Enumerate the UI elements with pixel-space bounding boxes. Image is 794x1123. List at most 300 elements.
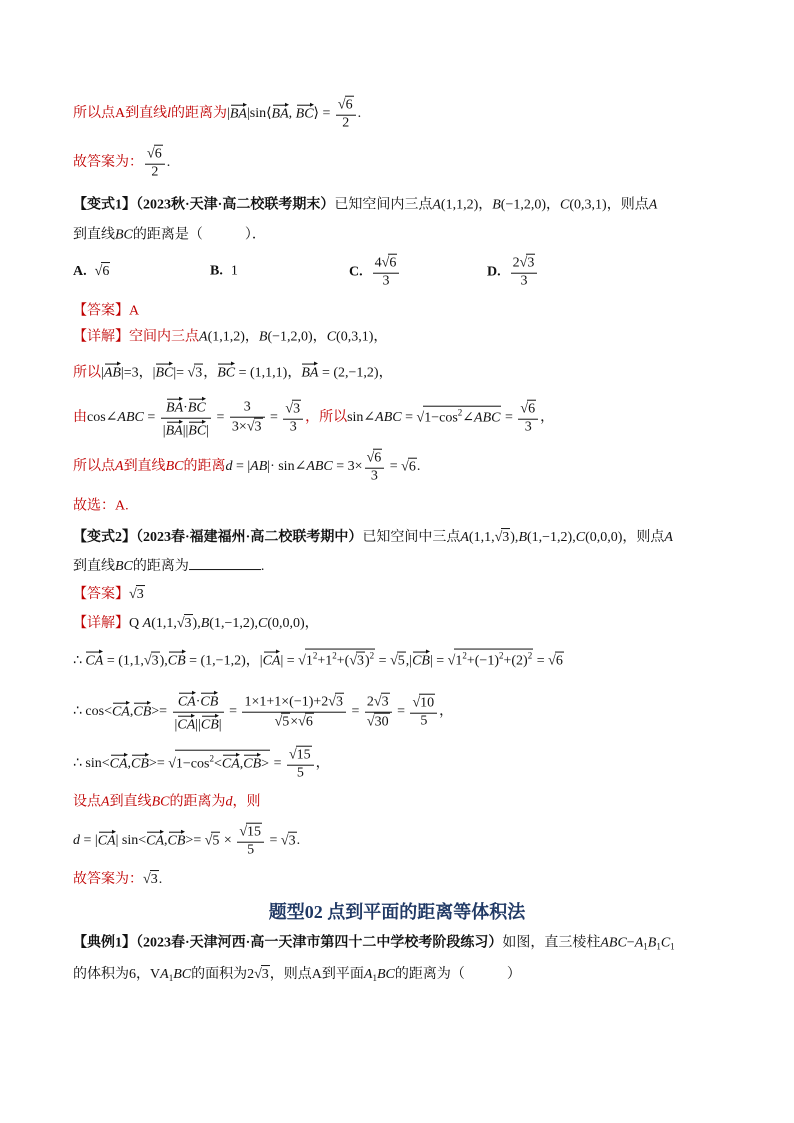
math-variable: BA xyxy=(166,400,184,416)
text-run: 3 xyxy=(381,694,389,710)
math-variable: CB xyxy=(200,717,219,733)
vector xyxy=(104,361,121,382)
vector xyxy=(230,101,247,122)
text-run: 2 xyxy=(151,164,159,180)
text-run: 1×1+1×(−1)+2 xyxy=(244,694,329,710)
text-run: >= xyxy=(185,833,205,849)
text-run: , xyxy=(129,704,134,720)
math-variable: A xyxy=(142,616,152,632)
radicand xyxy=(374,713,390,731)
math-variable: A xyxy=(634,935,644,951)
fraction-denominator xyxy=(287,765,314,783)
math-variable: C xyxy=(326,329,337,345)
text-run: 3 xyxy=(370,468,378,484)
fraction-denominator xyxy=(365,712,392,732)
radical-sign: √ xyxy=(143,653,152,669)
text-run: 故选：A. xyxy=(73,498,129,514)
text-run: (0,3,1)，则点 xyxy=(569,197,649,213)
square-root xyxy=(254,965,270,985)
text-run: 【答案】A xyxy=(73,303,140,319)
radical-sign: √ xyxy=(494,530,503,546)
text-run: (0,0,0)，则点 xyxy=(585,530,665,546)
math-variable: CA xyxy=(146,833,165,849)
variant-1-question-line xyxy=(73,197,657,216)
text-run: · xyxy=(195,694,201,710)
text-run: 3 xyxy=(151,653,159,669)
radical-sign: √ xyxy=(187,365,196,381)
fraction xyxy=(365,693,392,732)
math-variable: B xyxy=(647,935,657,951)
variant-1-option-a xyxy=(73,262,110,282)
vector xyxy=(412,649,430,670)
math-variable: A xyxy=(363,967,373,983)
text-run: 1 xyxy=(643,941,648,952)
text-run: 3 xyxy=(150,872,158,888)
text-run: 【变式2】 xyxy=(73,530,136,546)
text-run: 如图，直三棱柱 xyxy=(502,935,601,951)
vector xyxy=(131,751,149,772)
variant-1-option-b xyxy=(210,263,238,282)
text-run: = xyxy=(501,410,517,426)
square-root xyxy=(328,693,344,712)
example-1-question-line xyxy=(73,965,521,985)
radicand xyxy=(292,400,301,418)
fraction xyxy=(230,400,265,437)
previous-answer-line xyxy=(73,145,170,182)
text-run: 2 xyxy=(498,650,504,661)
fraction-numerator xyxy=(511,254,538,273)
radical-sign: √ xyxy=(288,747,297,763)
variant-2-solution-step xyxy=(73,746,330,783)
text-run: | xyxy=(259,653,263,669)
text-run: = xyxy=(143,410,159,426)
text-run: 3 xyxy=(136,587,144,603)
text-run: (1,−1,2), xyxy=(209,616,259,632)
vector xyxy=(188,419,206,440)
text-run: . xyxy=(158,872,163,888)
text-run: × xyxy=(290,714,299,730)
radicand xyxy=(151,652,160,670)
vector xyxy=(217,361,235,382)
text-run: 【典例1】 xyxy=(73,935,136,951)
text-run: (−1,2,0)， xyxy=(500,197,561,213)
radicand xyxy=(184,614,193,632)
text-run: ， xyxy=(540,410,555,426)
text-run: 15 xyxy=(247,824,261,840)
math-variable: BC xyxy=(173,967,192,983)
radicand xyxy=(136,585,145,603)
radical-sign: √ xyxy=(298,714,306,730)
radicand xyxy=(150,870,159,888)
math-variable: CA xyxy=(109,756,128,772)
text-run: || xyxy=(182,423,189,439)
variant-2-solution-step xyxy=(73,794,260,813)
variant-2-answer xyxy=(73,585,145,605)
math-variable: ABC xyxy=(600,935,627,951)
math-variable: BC xyxy=(188,423,207,439)
text-run: 2 xyxy=(366,694,374,710)
text-run: 3 xyxy=(502,530,510,546)
text-run: , xyxy=(239,756,244,772)
radical-sign: √ xyxy=(298,653,306,669)
text-run: 6 xyxy=(305,714,313,730)
math-variable: A xyxy=(199,329,208,345)
fraction-denominator xyxy=(242,712,346,732)
text-run: ), xyxy=(159,653,168,669)
text-run: sin∠ xyxy=(347,410,376,426)
math-variable: CA xyxy=(177,717,196,733)
radicand xyxy=(175,749,270,772)
square-root xyxy=(417,405,502,428)
text-run: 5 xyxy=(397,653,405,669)
text-run: ⟨ xyxy=(266,106,272,122)
variant-1-option-c xyxy=(349,254,401,291)
vector xyxy=(168,649,186,670)
text-run: +( xyxy=(336,653,350,669)
variant-2-final-answer xyxy=(73,870,162,890)
text-run: = xyxy=(270,756,285,772)
text-run: 5 xyxy=(212,833,220,849)
radicand xyxy=(194,364,203,382)
text-run: 空间内三点 xyxy=(129,329,199,345)
text-run: 已知空间中三点 xyxy=(362,530,461,546)
vector xyxy=(296,101,314,122)
math-variable: BC xyxy=(115,227,133,243)
text-run: 3× xyxy=(231,419,247,435)
math-variable: CA xyxy=(177,694,196,710)
text-run: （2023春·福建福州·高二校联考期中） xyxy=(136,530,363,546)
text-run: 1 xyxy=(455,653,463,669)
fraction xyxy=(518,400,538,437)
vector xyxy=(112,699,130,720)
text-run: 15 xyxy=(296,747,311,763)
text-run: = 3× xyxy=(332,459,363,475)
text-run: , xyxy=(164,833,168,849)
math-variable: CB xyxy=(131,756,149,772)
vector xyxy=(166,419,183,440)
text-run: = (1,1, xyxy=(103,653,144,669)
radicand xyxy=(345,96,354,114)
text-run: A. xyxy=(73,264,87,280)
radicand xyxy=(381,693,390,711)
fraction-denominator xyxy=(336,115,356,133)
text-run: 【详解】 xyxy=(73,329,129,345)
text-run: ∠ xyxy=(462,410,475,426)
text-run: 的距离为 xyxy=(132,559,189,575)
text-run: 2 xyxy=(369,650,375,661)
radical-sign: √ xyxy=(168,756,176,772)
text-run: 3 xyxy=(288,833,296,849)
text-run: >= xyxy=(151,704,171,720)
variant-1-solution-step xyxy=(73,329,387,348)
fraction-numerator xyxy=(145,145,165,164)
previous-distance-conclusion xyxy=(73,96,361,133)
fraction-denominator xyxy=(511,273,538,291)
variant-2-solution-step xyxy=(73,690,453,735)
text-run: 的距离为 xyxy=(169,794,226,810)
text-run: = | xyxy=(232,459,251,475)
math-variable: ABC xyxy=(474,410,501,426)
fraction xyxy=(242,693,346,732)
section-title: 题型02 点到平面的距离等体积法 xyxy=(268,902,526,922)
fraction-numerator xyxy=(173,690,224,712)
text-run: 设点 xyxy=(73,794,101,810)
math-variable: B xyxy=(492,197,501,213)
text-run: 到直线 xyxy=(73,227,115,243)
text-run: |sin xyxy=(246,106,267,122)
fraction-numerator xyxy=(242,693,346,712)
math-variable: A xyxy=(160,967,169,983)
vector xyxy=(222,751,240,772)
fraction-numerator xyxy=(283,400,303,419)
square-root xyxy=(382,254,398,273)
text-run: 故答案为： xyxy=(73,155,143,171)
square-root xyxy=(177,614,193,634)
math-variable: d xyxy=(225,459,233,475)
text-run: ), xyxy=(510,530,519,546)
text-run: 1 xyxy=(372,973,377,984)
text-run: = xyxy=(401,410,417,426)
math-variable: CB xyxy=(133,704,152,720)
text-run: 3 xyxy=(520,273,528,289)
vector xyxy=(174,713,196,734)
text-run: = (2,−1,2)， xyxy=(318,365,393,381)
fraction-numerator xyxy=(410,694,437,713)
square-root xyxy=(390,652,406,672)
text-run: 6 xyxy=(389,255,397,271)
math-variable: A xyxy=(664,530,673,546)
text-run: 6 xyxy=(374,450,382,466)
fraction xyxy=(511,254,538,291)
square-root xyxy=(289,746,312,765)
math-variable: B xyxy=(518,530,527,546)
text-run: 所以 xyxy=(73,365,101,381)
radicand xyxy=(246,823,262,841)
variant-2-solution-step xyxy=(73,823,300,860)
math-variable: C xyxy=(258,616,268,632)
text-run: , xyxy=(405,653,410,669)
fraction-denominator xyxy=(145,164,165,182)
text-run: 由 xyxy=(73,410,87,426)
text-run: 3 xyxy=(357,653,364,669)
fraction xyxy=(287,746,314,783)
radical-sign: √ xyxy=(366,450,375,466)
text-run: 3 xyxy=(335,694,343,710)
math-variable: ABC xyxy=(117,410,144,426)
square-root xyxy=(448,649,534,672)
text-run: cos∠ xyxy=(87,410,118,426)
text-run: 3 xyxy=(184,616,192,632)
fraction-denominator xyxy=(283,419,303,437)
text-run: Q xyxy=(129,616,143,632)
vector xyxy=(110,751,128,772)
text-run: 3 xyxy=(243,399,251,415)
radical-sign: √ xyxy=(412,695,421,711)
square-root xyxy=(367,713,390,732)
radical-sign: √ xyxy=(204,833,213,849)
math-variable: A xyxy=(115,459,124,475)
fraction-numerator xyxy=(518,400,538,419)
text-run: 6 xyxy=(528,401,536,417)
text-run: 3 xyxy=(195,365,203,381)
fraction-numerator xyxy=(365,449,385,468)
text-run: (1,1, xyxy=(468,530,495,546)
variant-2-solution-step xyxy=(73,649,564,672)
math-variable: C xyxy=(575,530,586,546)
radicand xyxy=(305,649,375,670)
text-run: （2023秋·天津·高二校联考期末） xyxy=(136,197,335,213)
math-variable: CB xyxy=(200,694,219,710)
text-run: +(−1) xyxy=(466,653,499,669)
math-variable: CA xyxy=(111,704,130,720)
square-root xyxy=(143,870,159,890)
text-run: C. xyxy=(349,264,363,280)
radicand xyxy=(281,713,290,731)
text-run: 3 xyxy=(382,273,390,289)
square-root xyxy=(285,400,301,419)
radicand xyxy=(423,405,501,426)
text-run: ⟩ xyxy=(313,106,320,122)
superscript xyxy=(528,651,533,661)
square-root xyxy=(298,649,375,672)
square-root xyxy=(520,400,536,419)
radical-sign: √ xyxy=(274,714,283,730)
math-variable: CA xyxy=(221,756,240,772)
math-variable: ABC xyxy=(306,459,333,475)
example-1-question-line xyxy=(73,935,675,954)
vector xyxy=(85,649,103,670)
fraction xyxy=(173,690,224,735)
radical-sign: √ xyxy=(147,146,155,162)
variant-1-option-d xyxy=(487,254,539,291)
variant-1-question-line xyxy=(73,227,266,246)
text-run: |=3， xyxy=(120,365,153,381)
fraction-denominator xyxy=(410,713,437,731)
radical-sign: √ xyxy=(239,824,247,840)
text-run: ，则点A到平面 xyxy=(269,967,364,983)
radical-sign: √ xyxy=(416,410,425,426)
variant-2-question-line xyxy=(73,528,673,548)
radical-sign: √ xyxy=(280,833,289,849)
text-run: 5 xyxy=(247,842,255,858)
text-run: V xyxy=(150,967,161,983)
vector xyxy=(272,101,289,122)
text-run: 1 xyxy=(230,263,238,279)
fraction-numerator xyxy=(365,693,392,712)
text-run: 6 xyxy=(102,264,110,280)
fraction-numerator xyxy=(230,400,265,417)
text-run: 10 xyxy=(420,695,435,711)
text-run: D. xyxy=(487,264,501,280)
math-variable: BC xyxy=(295,106,314,122)
math-variable: B xyxy=(200,616,210,632)
text-run: 3 xyxy=(289,419,297,435)
text-run: | xyxy=(227,106,230,122)
text-run: 2 xyxy=(457,407,463,418)
math-variable: C xyxy=(660,935,671,951)
square-root xyxy=(374,693,390,712)
text-run: 3 xyxy=(254,419,262,435)
text-run: | xyxy=(152,365,156,381)
text-run: | sin< xyxy=(115,833,147,849)
math-variable: CB xyxy=(243,756,262,772)
fraction xyxy=(161,396,211,441)
text-run: . xyxy=(166,155,171,171)
square-root xyxy=(495,528,511,548)
text-run: 已知空间内三点 xyxy=(334,197,433,213)
fraction-denominator xyxy=(161,418,211,441)
math-variable: CA xyxy=(85,653,104,669)
square-root xyxy=(144,652,160,672)
fraction-denominator xyxy=(365,468,385,486)
square-root xyxy=(401,457,417,477)
text-run: | = xyxy=(429,653,448,669)
text-run: = xyxy=(266,833,281,849)
text-run: 30 xyxy=(374,714,389,730)
text-run: 所以点 xyxy=(73,459,115,475)
text-run: +(2) xyxy=(503,653,528,669)
text-run: ∴ sin< xyxy=(73,756,110,772)
text-run: 2 xyxy=(332,650,337,661)
text-run: (1,1, xyxy=(151,616,177,632)
text-run: 到直线 xyxy=(123,459,166,475)
radical-sign: √ xyxy=(366,714,375,730)
radicand xyxy=(154,145,163,163)
text-run: ), xyxy=(192,616,201,632)
square-root xyxy=(548,652,564,672)
text-run: 1 xyxy=(168,973,174,984)
text-run: 2 xyxy=(462,650,467,661)
vector xyxy=(168,828,186,849)
square-root xyxy=(147,145,163,164)
radicand xyxy=(501,528,510,546)
radical-sign: √ xyxy=(447,653,456,669)
radical-sign: √ xyxy=(143,872,151,888)
text-run: ) xyxy=(365,653,370,669)
text-run: = xyxy=(319,106,334,122)
math-variable: CB xyxy=(412,653,430,669)
vector xyxy=(166,396,183,417)
square-root xyxy=(349,652,365,670)
text-run: | xyxy=(409,653,413,669)
vector xyxy=(188,396,206,417)
math-variable: BC xyxy=(187,400,206,416)
fraction xyxy=(145,145,165,182)
square-root xyxy=(338,96,354,115)
text-run: 的距离为（ ） xyxy=(394,967,521,983)
square-root xyxy=(412,694,435,713)
text-run: 故答案为： xyxy=(73,872,143,888)
text-run: 3 xyxy=(524,419,532,435)
radicand xyxy=(527,400,536,418)
radicand xyxy=(288,831,297,849)
square-root xyxy=(239,823,262,842)
fraction-denominator xyxy=(230,417,265,437)
text-run: 1 xyxy=(656,941,661,952)
math-variable: AB xyxy=(250,459,268,475)
text-run: . xyxy=(296,833,301,849)
text-run: 6 xyxy=(555,653,563,669)
radicand xyxy=(261,965,270,983)
text-run: > xyxy=(261,756,270,772)
vector xyxy=(243,751,261,772)
text-run: | xyxy=(162,423,166,439)
text-run: +1 xyxy=(317,653,333,669)
math-variable: BC xyxy=(151,794,170,810)
math-variable: d xyxy=(73,833,80,849)
text-run: 所以点A到直线 xyxy=(73,106,168,122)
square-root xyxy=(168,749,270,774)
